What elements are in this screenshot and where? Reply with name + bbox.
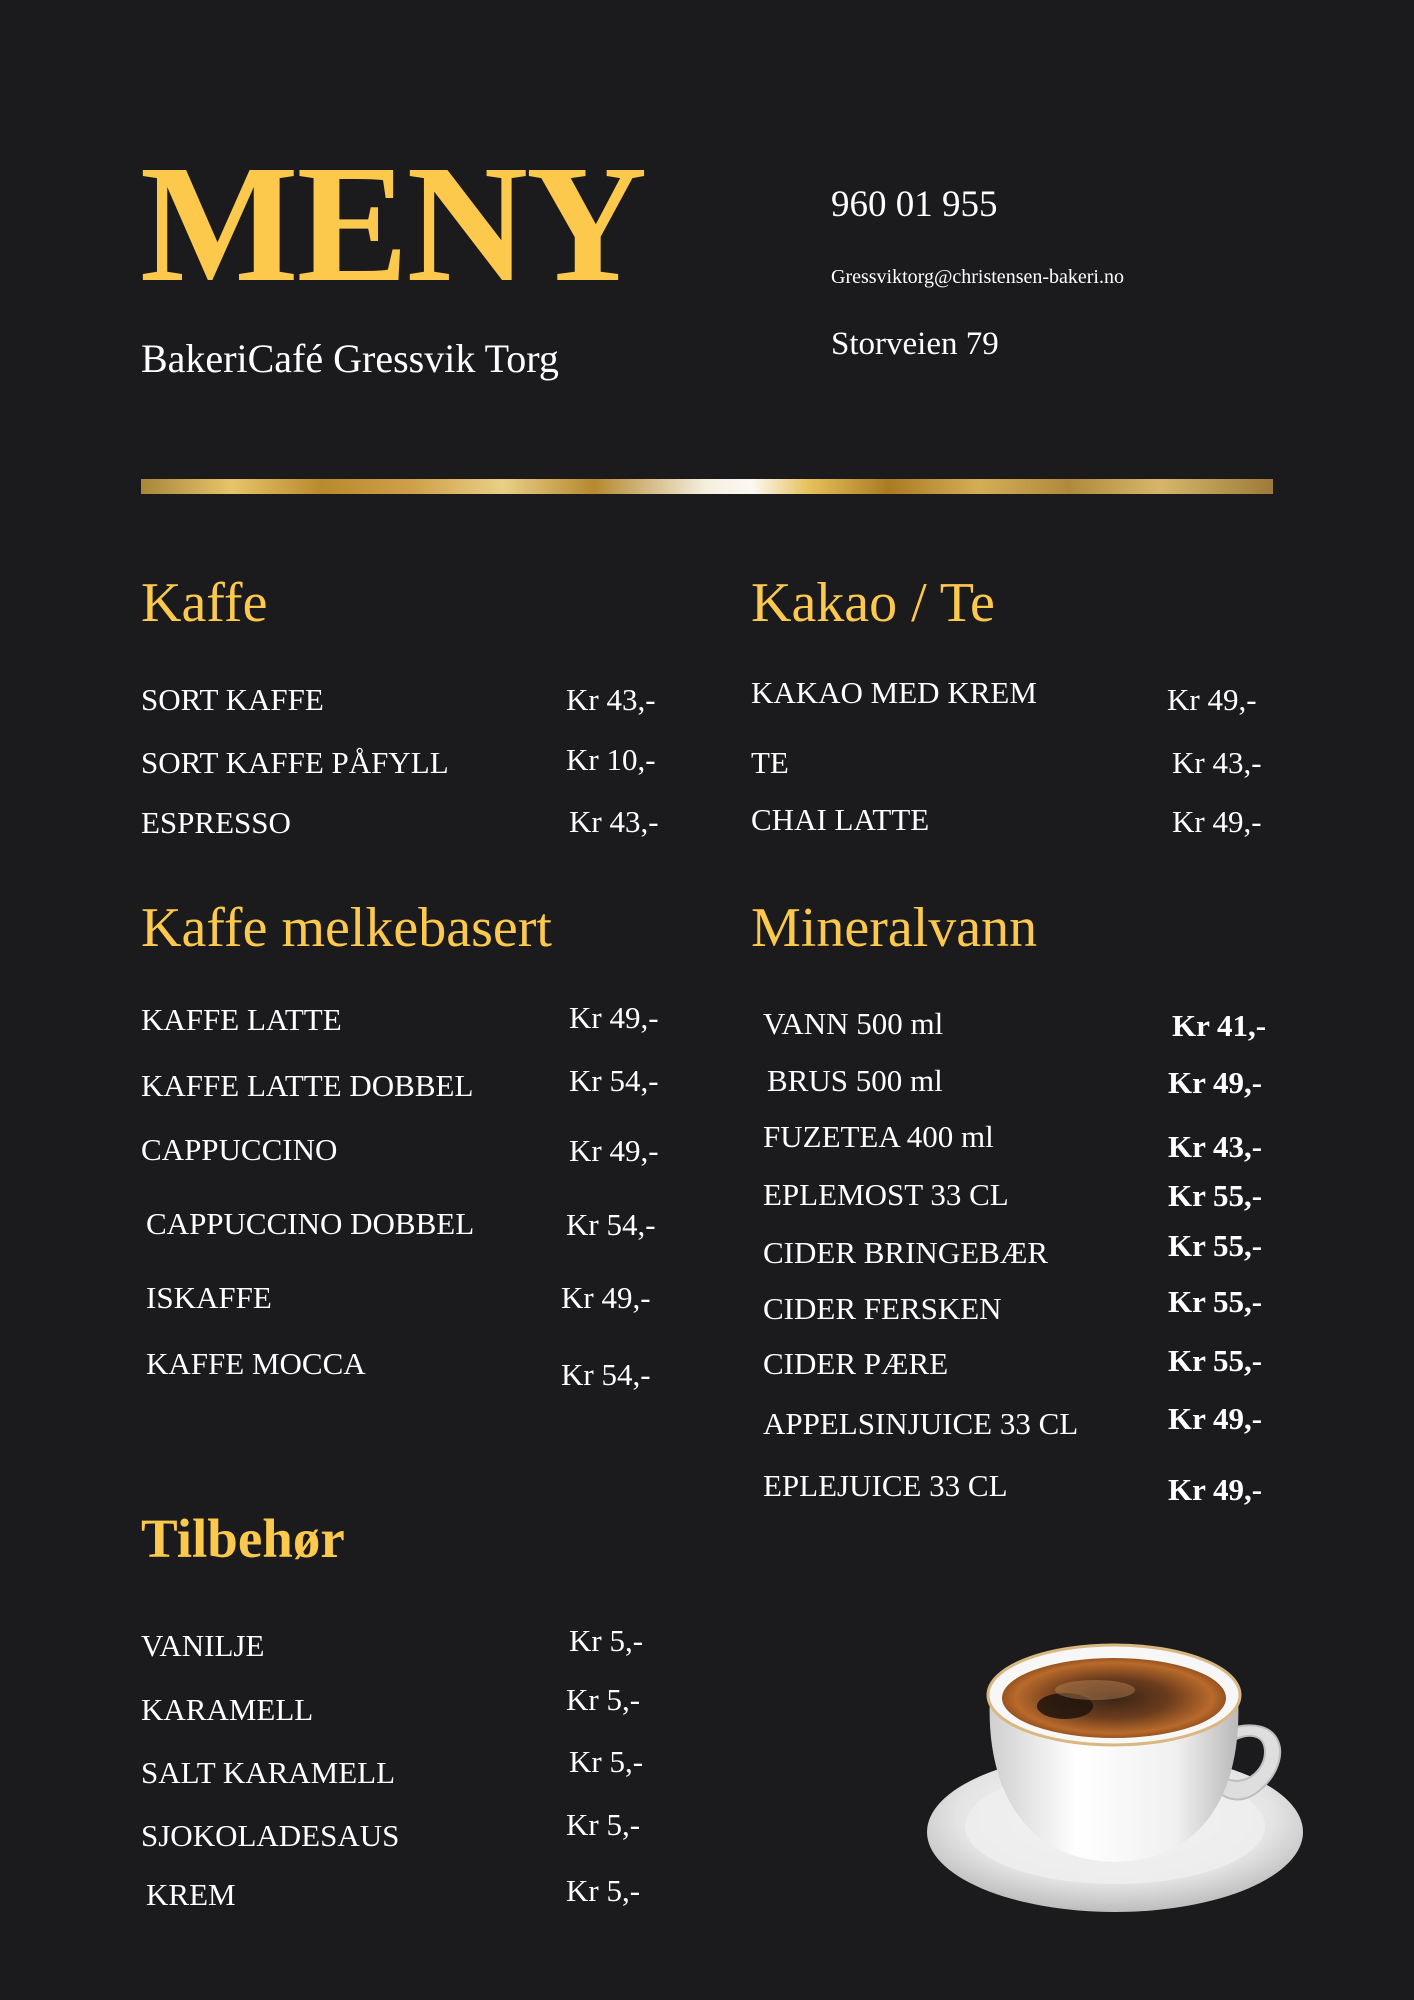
menu-item-name: SALT KARAMELL (141, 1755, 396, 1790)
menu-item-price: Kr 5,- (566, 1807, 641, 1842)
page-title: MENY (140, 131, 646, 317)
menu-item-price: Kr 49,- (561, 1280, 651, 1315)
menu-item-price: Kr 55,- (1168, 1284, 1263, 1319)
phone-number: 960 01 955 (831, 184, 998, 225)
menu-item-name: VANN 500 ml (763, 1006, 944, 1041)
section-title-tilbehor: Tilbehør (141, 1508, 345, 1569)
menu-item-name: BRUS 500 ml (767, 1063, 943, 1098)
menu-item-name: KAKAO MED KREM (751, 675, 1037, 710)
menu-item-price: Kr 55,- (1168, 1178, 1263, 1213)
menu-item-name: KARAMELL (141, 1692, 314, 1727)
cafe-name: BakeriCafé Gressvik Torg (141, 336, 559, 381)
menu-item-name: SORT KAFFE PÅFYLL (141, 745, 449, 780)
coffee-cup-icon (925, 1640, 1305, 1920)
menu-item-price: Kr 54,- (569, 1063, 659, 1098)
menu-item-name: KAFFE MOCCA (146, 1346, 366, 1381)
menu-item-price: Kr 43,- (569, 804, 659, 839)
menu-item-price: Kr 10,- (566, 742, 656, 777)
menu-item-name: KAFFE LATTE (141, 1002, 342, 1037)
menu-item-name: CIDER PÆRE (763, 1346, 949, 1381)
menu-item-name: FUZETEA 400 ml (763, 1119, 994, 1154)
section-title-kakao-te: Kakao / Te (751, 572, 995, 634)
menu-item-price: Kr 49,- (1172, 804, 1262, 839)
menu-item-price: Kr 54,- (561, 1357, 651, 1392)
menu-item-name: SJOKOLADESAUS (141, 1818, 400, 1853)
menu-item-price: Kr 55,- (1168, 1228, 1263, 1263)
menu-item-price: Kr 54,- (566, 1207, 656, 1242)
menu-item-price: Kr 5,- (569, 1744, 644, 1779)
street-address: Storveien 79 (831, 326, 999, 362)
menu-item-name: APPELSINJUICE 33 CL (763, 1406, 1079, 1441)
menu-item-price: Kr 41,- (1172, 1008, 1267, 1043)
menu-item-price: Kr 43,- (566, 682, 656, 717)
section-title-mineralvann: Mineralvann (751, 897, 1038, 959)
menu-item-price: Kr 49,- (569, 1000, 659, 1035)
menu-item-name: SORT KAFFE (141, 682, 324, 717)
gold-divider (141, 479, 1273, 494)
menu-item-price: Kr 55,- (1168, 1343, 1263, 1378)
menu-item-name: EPLEJUICE 33 CL (763, 1468, 1008, 1503)
menu-item-price: Kr 49,- (569, 1133, 659, 1168)
email-address: Gressviktorg@christensen-bakeri.no (831, 266, 1124, 288)
menu-item-price: Kr 49,- (1168, 1401, 1263, 1436)
menu-item-name: CAPPUCCINO DOBBEL (146, 1206, 475, 1241)
menu-item-price: Kr 5,- (566, 1873, 641, 1908)
menu-item-price: Kr 43,- (1172, 745, 1262, 780)
menu-item-name: TE (751, 745, 789, 780)
menu-item-name: VANILJE (141, 1628, 265, 1663)
section-title-kaffe-melkebasert: Kaffe melkebasert (141, 897, 552, 959)
menu-item-name: CAPPUCCINO (141, 1132, 338, 1167)
menu-item-name: CIDER BRINGEBÆR (763, 1235, 1049, 1270)
menu-item-name: KAFFE LATTE DOBBEL (141, 1068, 474, 1103)
section-title-kaffe: Kaffe (141, 572, 268, 634)
menu-item-name: CIDER FERSKEN (763, 1291, 1002, 1326)
menu-item-name: KREM (146, 1877, 236, 1912)
menu-item-price: Kr 43,- (1168, 1129, 1263, 1164)
menu-item-name: EPLEMOST 33 CL (763, 1177, 1009, 1212)
menu-item-price: Kr 5,- (566, 1682, 641, 1717)
menu-item-price: Kr 49,- (1168, 1065, 1263, 1100)
menu-item-price: Kr 49,- (1167, 682, 1257, 717)
menu-item-price: Kr 49,- (1168, 1472, 1263, 1507)
menu-item-price: Kr 5,- (569, 1623, 644, 1658)
menu-item-name: CHAI LATTE (751, 802, 930, 837)
menu-item-name: ISKAFFE (146, 1280, 272, 1315)
menu-item-name: ESPRESSO (141, 805, 291, 840)
